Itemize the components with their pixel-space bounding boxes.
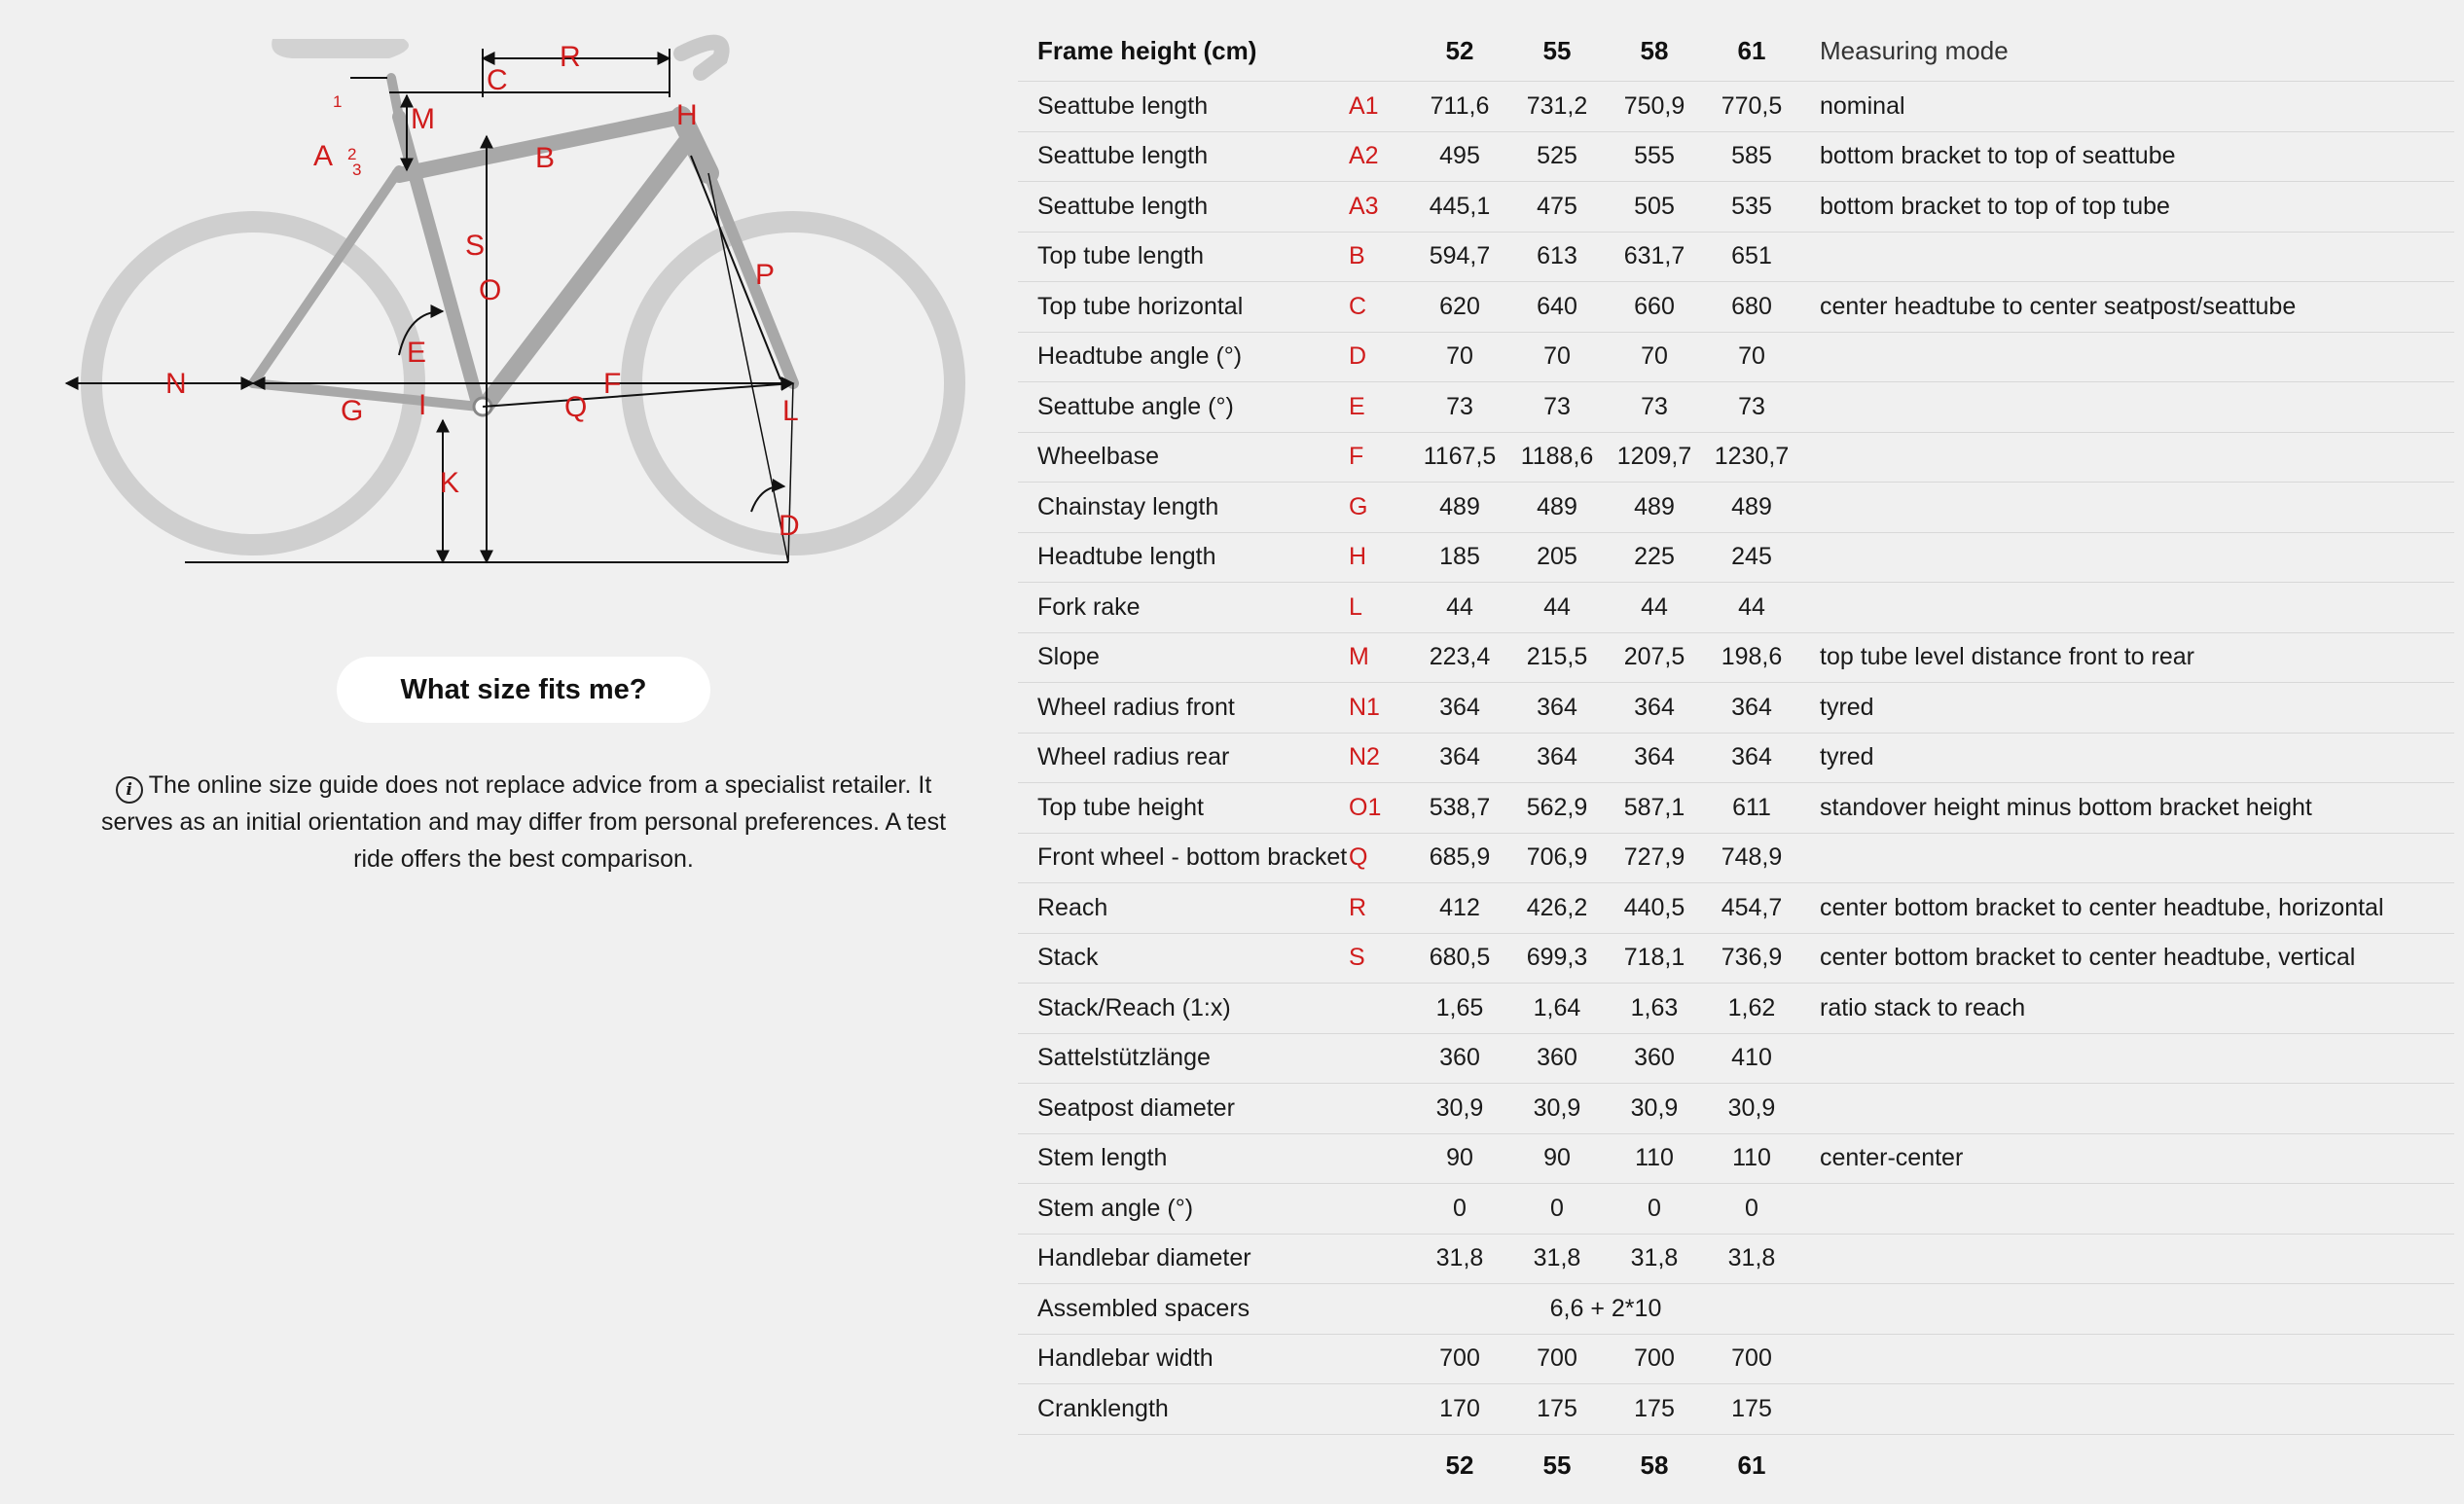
row-value: 489: [1606, 483, 1703, 533]
header-size: 55: [1508, 20, 1606, 82]
row-value: 73: [1606, 382, 1703, 433]
row-value: 185: [1411, 532, 1508, 583]
row-code: [1349, 1133, 1411, 1184]
row-measuring-mode: top tube level distance front to rear: [1800, 632, 2454, 683]
row-value: 700: [1508, 1334, 1606, 1384]
row-value: 505: [1606, 182, 1703, 233]
row-measuring-mode: standover height minus bottom bracket height: [1800, 783, 2454, 834]
row-value: 620: [1411, 282, 1508, 333]
row-label: Front wheel - bottom bracket: [1018, 833, 1349, 883]
row-value: 611: [1703, 783, 1800, 834]
table-footer-row: [1018, 1434, 2454, 1497]
row-value: 700: [1411, 1334, 1508, 1384]
row-value: 73: [1703, 382, 1800, 433]
row-measuring-mode: nominal: [1800, 82, 2454, 132]
row-value: 31,8: [1606, 1234, 1703, 1284]
row-value: 364: [1508, 683, 1606, 734]
footer-spacer: [1349, 1434, 1411, 1497]
row-value: 711,6: [1411, 82, 1508, 132]
row-measuring-mode: center-center: [1800, 1133, 2454, 1184]
table-body: [1018, 82, 2454, 1435]
row-measuring-mode: [1800, 1033, 2454, 1084]
row-measuring-mode: bottom bracket to top of top tube: [1800, 182, 2454, 233]
table-row: [1018, 733, 2454, 783]
row-value: 0: [1606, 1184, 1703, 1235]
header-code: [1349, 20, 1411, 82]
row-label: Stem angle (°): [1018, 1184, 1349, 1235]
row-value: 700: [1606, 1334, 1703, 1384]
seattube-mark-3: 3: [352, 161, 362, 179]
row-code: [1349, 984, 1411, 1034]
row-code: N2: [1349, 733, 1411, 783]
row-value: 489: [1508, 483, 1606, 533]
table-row: [1018, 883, 2454, 934]
row-code: C: [1349, 282, 1411, 333]
row-value: 585: [1703, 131, 1800, 182]
row-value: 215,5: [1508, 632, 1606, 683]
row-value: 110: [1606, 1133, 1703, 1184]
row-value: 31,8: [1703, 1234, 1800, 1284]
row-value: 31,8: [1411, 1234, 1508, 1284]
row-measuring-mode: [1800, 1384, 2454, 1435]
row-value: 685,9: [1411, 833, 1508, 883]
table-row: [1018, 1084, 2454, 1134]
diagram-label-o: O: [479, 274, 502, 306]
row-value: 225: [1606, 532, 1703, 583]
row-value: 30,9: [1508, 1084, 1606, 1134]
saddle: [272, 39, 409, 58]
table-row: [1018, 432, 2454, 483]
row-value: 364: [1703, 683, 1800, 734]
seattube-mark-2: 2: [347, 145, 357, 163]
row-measuring-mode: tyred: [1800, 683, 2454, 734]
row-value: 1167,5: [1411, 432, 1508, 483]
row-value: 718,1: [1606, 933, 1703, 984]
table-row: [1018, 632, 2454, 683]
row-value: 364: [1606, 733, 1703, 783]
table-row: [1018, 483, 2454, 533]
table-row: [1018, 683, 2454, 734]
row-value: 706,9: [1508, 833, 1606, 883]
row-value: 731,2: [1508, 82, 1606, 132]
row-measuring-mode: ratio stack to reach: [1800, 984, 2454, 1034]
row-value: 207,5: [1606, 632, 1703, 683]
row-code: F: [1349, 432, 1411, 483]
row-value: 175: [1703, 1384, 1800, 1435]
table-row: [1018, 1184, 2454, 1235]
row-measuring-mode: [1800, 1084, 2454, 1134]
row-measuring-mode: bottom bracket to top of seattube: [1800, 131, 2454, 182]
row-value: 587,1: [1606, 783, 1703, 834]
row-label: Headtube angle (°): [1018, 332, 1349, 382]
row-value: 175: [1606, 1384, 1703, 1435]
table-row: [1018, 1033, 2454, 1084]
row-code: N1: [1349, 683, 1411, 734]
footer-size: 58: [1640, 1450, 1669, 1480]
row-value: 651: [1703, 232, 1800, 282]
row-code: [1349, 1334, 1411, 1384]
row-value: 223,4: [1411, 632, 1508, 683]
table-row: [1018, 382, 2454, 433]
row-value: 364: [1411, 683, 1508, 734]
row-value: 410: [1703, 1033, 1800, 1084]
table-header-row: [1018, 20, 2454, 82]
size-fit-button[interactable]: What size fits me?: [337, 657, 710, 723]
row-code: O1: [1349, 783, 1411, 834]
row-code: D: [1349, 332, 1411, 382]
row-value: 170: [1411, 1384, 1508, 1435]
row-code: A1: [1349, 82, 1411, 132]
header-size: 52: [1411, 20, 1508, 82]
row-value: 70: [1606, 332, 1703, 382]
row-value: 44: [1508, 583, 1606, 633]
row-value: 70: [1508, 332, 1606, 382]
diagram-label-b: B: [535, 142, 556, 174]
table-row: [1018, 182, 2454, 233]
disclaimer-text: The online size guide does not replace advice from a specialist retailer. It serves as an initial orientation and may differ from personal preferences. A test ride offers the best comparison.: [100, 771, 947, 873]
row-measuring-mode: [1800, 382, 2454, 433]
row-value: 489: [1411, 483, 1508, 533]
row-measuring-mode: [1800, 1184, 2454, 1235]
row-code: [1349, 1184, 1411, 1235]
row-value: 364: [1703, 733, 1800, 783]
row-value: 70: [1703, 332, 1800, 382]
row-value: 736,9: [1703, 933, 1800, 984]
row-value: 525: [1508, 131, 1606, 182]
table-row: [1018, 332, 2454, 382]
diagram-label-k: K: [440, 467, 460, 499]
row-value: 440,5: [1606, 883, 1703, 934]
row-label: Headtube length: [1018, 532, 1349, 583]
row-label: Wheel radius rear: [1018, 733, 1349, 783]
header-size: 58: [1606, 20, 1703, 82]
row-code: [1349, 1234, 1411, 1284]
footer-spacer: [1018, 1434, 1349, 1497]
row-code: [1349, 1084, 1411, 1134]
footer-size: 52: [1445, 1450, 1474, 1480]
row-value: 640: [1508, 282, 1606, 333]
row-measuring-mode: [1800, 332, 2454, 382]
row-value: 699,3: [1508, 933, 1606, 984]
row-measuring-mode: [1800, 483, 2454, 533]
row-label: Handlebar diameter: [1018, 1234, 1349, 1284]
row-measuring-mode: [1800, 1234, 2454, 1284]
row-measuring-mode: [1800, 232, 2454, 282]
row-code: L: [1349, 583, 1411, 633]
row-label: Stack/Reach (1:x): [1018, 984, 1349, 1034]
table-row: [1018, 1133, 2454, 1184]
header-frame-height: Frame height (cm): [1018, 20, 1349, 82]
table-row: [1018, 1384, 2454, 1435]
row-value: 360: [1411, 1033, 1508, 1084]
row-value: 364: [1411, 733, 1508, 783]
row-value: 412: [1411, 883, 1508, 934]
bike-geometry-diagram: [58, 19, 993, 603]
row-label: Seattube angle (°): [1018, 382, 1349, 433]
row-code: [1349, 1284, 1411, 1335]
row-label: Sattelstützlänge: [1018, 1033, 1349, 1084]
row-value: 30,9: [1703, 1084, 1800, 1134]
row-code: S: [1349, 933, 1411, 984]
row-code: [1349, 1033, 1411, 1084]
header-size: 61: [1703, 20, 1800, 82]
geometry-table: [1018, 20, 2454, 1497]
row-value: 660: [1606, 282, 1703, 333]
row-code: R: [1349, 883, 1411, 934]
row-value: 594,7: [1411, 232, 1508, 282]
row-measuring-mode: [1800, 1284, 2454, 1335]
row-value: 73: [1411, 382, 1508, 433]
diagram-label-n: N: [165, 368, 187, 400]
row-value: 198,6: [1703, 632, 1800, 683]
row-value: 750,9: [1606, 82, 1703, 132]
row-value: 495: [1411, 131, 1508, 182]
row-value: 90: [1411, 1133, 1508, 1184]
row-value: 70: [1411, 332, 1508, 382]
row-label: Stack: [1018, 933, 1349, 984]
row-measuring-mode: center bottom bracket to center headtube, horizontal: [1800, 883, 2454, 934]
row-measuring-mode: center headtube to center seatpost/seattube: [1800, 282, 2454, 333]
footer-spacer: [1800, 1434, 2454, 1497]
row-value: 110: [1703, 1133, 1800, 1184]
row-label: Seattube length: [1018, 131, 1349, 182]
row-value: 245: [1703, 532, 1800, 583]
row-value: 631,7: [1606, 232, 1703, 282]
row-label: Top tube length: [1018, 232, 1349, 282]
row-label: Handlebar width: [1018, 1334, 1349, 1384]
row-label: Slope: [1018, 632, 1349, 683]
row-value: 1,64: [1508, 984, 1606, 1034]
table-row: [1018, 783, 2454, 834]
row-value: 489: [1703, 483, 1800, 533]
row-value: 360: [1606, 1033, 1703, 1084]
row-label: Wheelbase: [1018, 432, 1349, 483]
row-label: Reach: [1018, 883, 1349, 934]
row-value: 727,9: [1606, 833, 1703, 883]
row-value: 90: [1508, 1133, 1606, 1184]
row-value: 44: [1411, 583, 1508, 633]
row-value: 30,9: [1606, 1084, 1703, 1134]
row-label: Fork rake: [1018, 583, 1349, 633]
row-measuring-mode: tyred: [1800, 733, 2454, 783]
row-value-span: 6,6 + 2*10: [1411, 1284, 1800, 1335]
row-value: 613: [1508, 232, 1606, 282]
diagram-label-d: D: [779, 510, 800, 542]
row-value: 364: [1508, 733, 1606, 783]
row-label: Top tube height: [1018, 783, 1349, 834]
table-row: [1018, 583, 2454, 633]
row-value: 1188,6: [1508, 432, 1606, 483]
row-label: Assembled spacers: [1018, 1284, 1349, 1335]
row-label: Chainstay length: [1018, 483, 1349, 533]
table-row: [1018, 282, 2454, 333]
diagram-label-l: L: [782, 395, 799, 427]
diagram-label-m: M: [411, 103, 435, 135]
row-value: 535: [1703, 182, 1800, 233]
row-value: 680: [1703, 282, 1800, 333]
diagram-label-a: A: [313, 140, 334, 172]
row-measuring-mode: [1800, 432, 2454, 483]
row-measuring-mode: [1800, 532, 2454, 583]
diagram-label-h: H: [676, 99, 698, 131]
handlebar: [681, 43, 722, 73]
table-row: [1018, 1234, 2454, 1284]
row-value: 1,62: [1703, 984, 1800, 1034]
row-value: 0: [1508, 1184, 1606, 1235]
row-value: 175: [1508, 1384, 1606, 1435]
diagram-label-r: R: [560, 41, 581, 73]
seattube-mark-1: 1: [333, 92, 343, 111]
row-value: 1,65: [1411, 984, 1508, 1034]
row-code: A2: [1349, 131, 1411, 182]
row-code: B: [1349, 232, 1411, 282]
table-row: [1018, 82, 2454, 132]
row-value: 426,2: [1508, 883, 1606, 934]
info-icon: i: [116, 776, 143, 804]
diagram-label-e: E: [407, 337, 427, 369]
table-row: [1018, 232, 2454, 282]
row-value: 31,8: [1508, 1234, 1606, 1284]
diagram-label-s: S: [465, 230, 486, 262]
row-code: M: [1349, 632, 1411, 683]
row-label: Seattube length: [1018, 82, 1349, 132]
row-code: A3: [1349, 182, 1411, 233]
row-code: [1349, 1384, 1411, 1435]
row-value: 562,9: [1508, 783, 1606, 834]
row-value: 0: [1703, 1184, 1800, 1235]
row-value: 30,9: [1411, 1084, 1508, 1134]
footer-size: 61: [1737, 1450, 1766, 1480]
table-row: [1018, 1284, 2454, 1335]
row-value: 770,5: [1703, 82, 1800, 132]
row-value: 445,1: [1411, 182, 1508, 233]
row-value: 1230,7: [1703, 432, 1800, 483]
table-row: [1018, 532, 2454, 583]
size-guide-disclaimer: [88, 767, 960, 877]
row-label: Cranklength: [1018, 1384, 1349, 1435]
row-measuring-mode: [1800, 583, 2454, 633]
row-label: Wheel radius front: [1018, 683, 1349, 734]
row-value: 475: [1508, 182, 1606, 233]
row-value: 205: [1508, 532, 1606, 583]
row-value: 73: [1508, 382, 1606, 433]
row-value: 454,7: [1703, 883, 1800, 934]
row-measuring-mode: [1800, 833, 2454, 883]
row-code: G: [1349, 483, 1411, 533]
row-measuring-mode: center bottom bracket to center headtube, vertical: [1800, 933, 2454, 984]
row-value: 364: [1606, 683, 1703, 734]
diagram-label-i: I: [418, 389, 427, 421]
row-value: 44: [1606, 583, 1703, 633]
row-value: 360: [1508, 1033, 1606, 1084]
row-value: 555: [1606, 131, 1703, 182]
row-label: Stem length: [1018, 1133, 1349, 1184]
row-value: 44: [1703, 583, 1800, 633]
row-value: 0: [1411, 1184, 1508, 1235]
diagram-label-g: G: [341, 395, 364, 427]
diagram-label-q: Q: [564, 391, 588, 423]
table-row: [1018, 833, 2454, 883]
diagram-label-p: P: [755, 259, 776, 291]
row-value: 1209,7: [1606, 432, 1703, 483]
row-value: 1,63: [1606, 984, 1703, 1034]
row-label: Seattube length: [1018, 182, 1349, 233]
diagram-label-c: C: [487, 64, 508, 96]
footer-size: 55: [1542, 1450, 1572, 1480]
row-value: 680,5: [1411, 933, 1508, 984]
row-value: 700: [1703, 1334, 1800, 1384]
diagram-label-f: F: [603, 368, 622, 400]
header-measuring-mode: Measuring mode: [1800, 20, 2454, 82]
row-code: Q: [1349, 833, 1411, 883]
row-value: 538,7: [1411, 783, 1508, 834]
table-row: [1018, 1334, 2454, 1384]
row-value: 748,9: [1703, 833, 1800, 883]
row-label: Seatpost diameter: [1018, 1084, 1349, 1134]
row-label: Top tube horizontal: [1018, 282, 1349, 333]
row-code: E: [1349, 382, 1411, 433]
row-code: H: [1349, 532, 1411, 583]
row-measuring-mode: [1800, 1334, 2454, 1384]
table-row: [1018, 131, 2454, 182]
table-row: [1018, 984, 2454, 1034]
table-row: [1018, 933, 2454, 984]
